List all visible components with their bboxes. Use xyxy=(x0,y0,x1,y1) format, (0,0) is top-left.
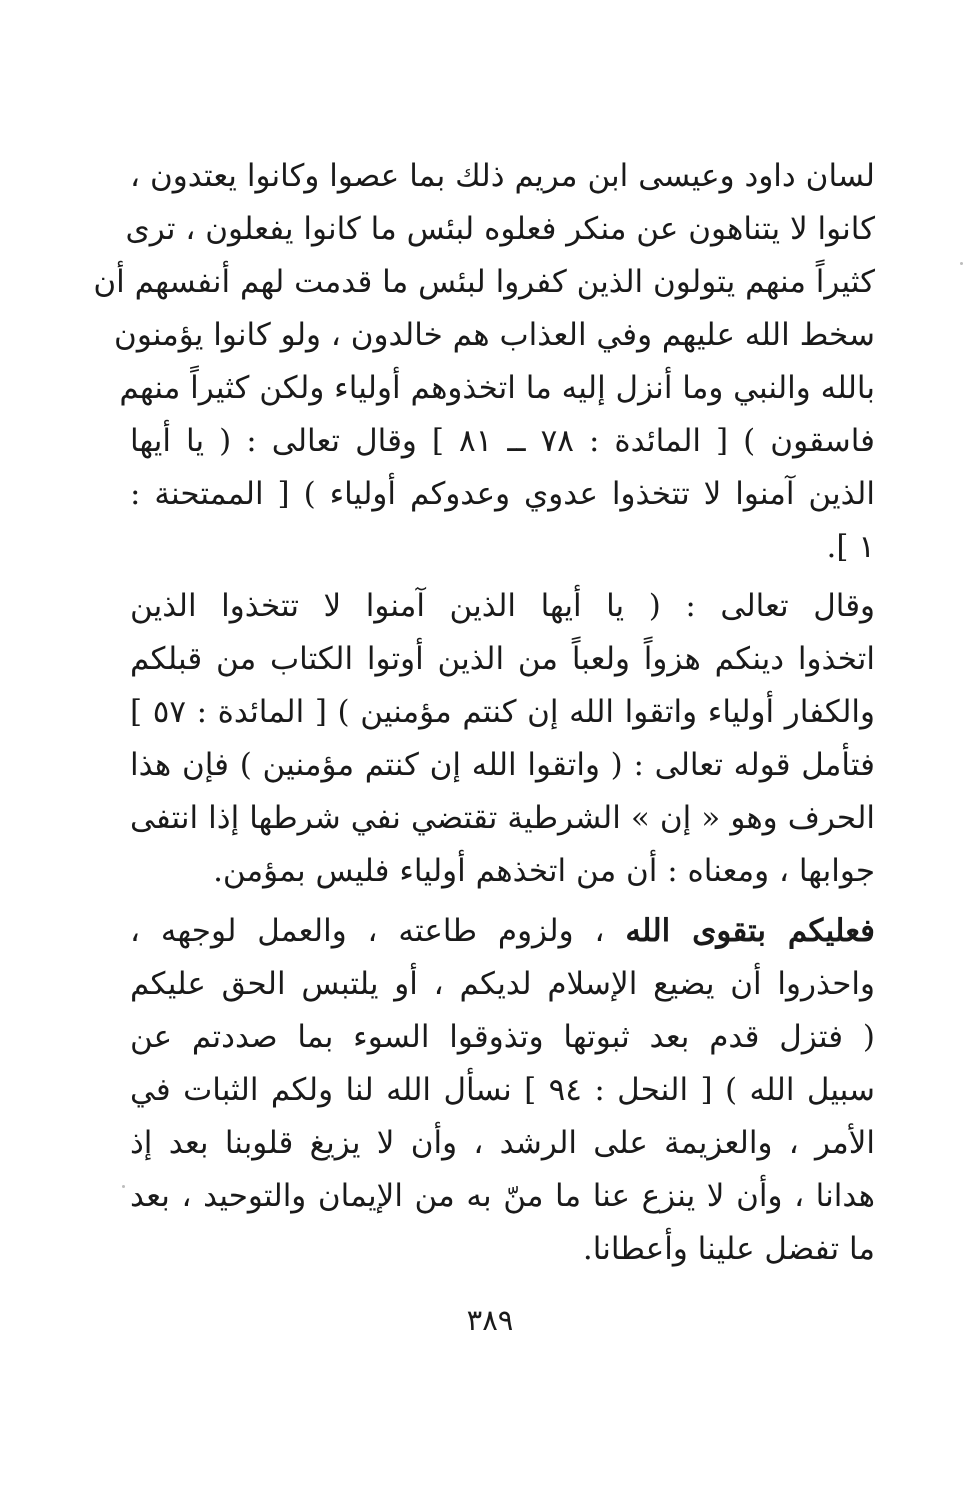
bold-lead-phrase: فعليكم بتقوى الله xyxy=(625,913,875,949)
text-line: ما تفضل علينا وأعطانا. xyxy=(582,1231,875,1267)
text-line: فتأمل قوله تعالى : ( واتقوا الله إن كنتم مؤمنين ) فإن هذا xyxy=(130,747,875,783)
text-line: لسان داود وعيسى ابن مريم ذلك بما عصوا وكانوا يعتدون ، xyxy=(130,158,875,194)
text-line: سبيل الله ) [ النحل : ٩٤ ] نسأل الله لنا ولكم الثبات في xyxy=(130,1072,875,1108)
paragraph-1 xyxy=(93,150,876,574)
paragraph-3 xyxy=(130,905,875,1276)
text-line: وقال تعالى : ( يا أيها الذين آمنوا لا تتخذوا الذين xyxy=(130,588,875,624)
text-line: الأمر ، والعزيمة على الرشد ، وأن لا يزيغ قلوبنا بعد إذ xyxy=(130,1125,875,1161)
text-line: جوابها ، ومعناه : أن من اتخذهم أولياء فليس بمؤمن. xyxy=(213,853,875,889)
text-line-first xyxy=(130,905,875,958)
text-line: هدانا ، وأن لا ينزع عنا ما منّ به من الإيمان والتوحيد ، بعد xyxy=(130,1178,875,1214)
text-line: والكفار أولياء واتقوا الله إن كنتم مؤمنين ) [ المائدة : ٥٧ ] xyxy=(130,694,875,730)
scan-speck xyxy=(960,262,963,265)
text-line: سخط الله عليهم وفي العذاب هم خالدون ، ولو كانوا يؤمنون xyxy=(114,317,875,353)
text-line: كثيراً منهم يتولون الذين كفروا لبئس ما قدمت لهم أنفسهم أن xyxy=(93,264,875,300)
text-line: اتخذوا دينكم هزواً ولعباً من الذين أوتوا الكتاب من قبلكم xyxy=(130,641,875,677)
text-line: ١ ]. xyxy=(826,529,875,565)
text-line: كانوا لا يتناهون عن منكر فعلوه لبئس ما كانوا يفعلون ، ترى xyxy=(125,211,875,247)
page-number: ٣٨٩ xyxy=(466,1303,514,1337)
text-line: فاسقون ) [ المائدة : ٧٨ ــ ٨١ ] وقال تعالى : ( يا أيها xyxy=(130,423,876,459)
scan-speck xyxy=(122,1185,125,1188)
text-line: واحذروا أن يضيع الإسلام لديكم ، أو يلتبس الحق عليكم xyxy=(130,966,875,1002)
text-line-rest: ، ولزوم طاعته ، والعمل لوجهه ، xyxy=(130,913,626,949)
text-line: الذين آمنوا لا تتخذوا عدوي وعدوكم أولياء ) [ الممتحنة : xyxy=(130,476,875,512)
text-line: بالله والنبي وما أنزل إليه ما اتخذوهم أولياء ولكن كثيراً منهم xyxy=(119,370,875,406)
text-line: ( فتزل قدم بعد ثبوتها وتذوقوا السوء بما صددتم عن xyxy=(130,1019,875,1055)
text-line: الحرف وهو « إن » الشرطية تقتضي نفي شرطها إذا انتفى xyxy=(130,800,875,836)
paragraph-2 xyxy=(130,580,875,898)
